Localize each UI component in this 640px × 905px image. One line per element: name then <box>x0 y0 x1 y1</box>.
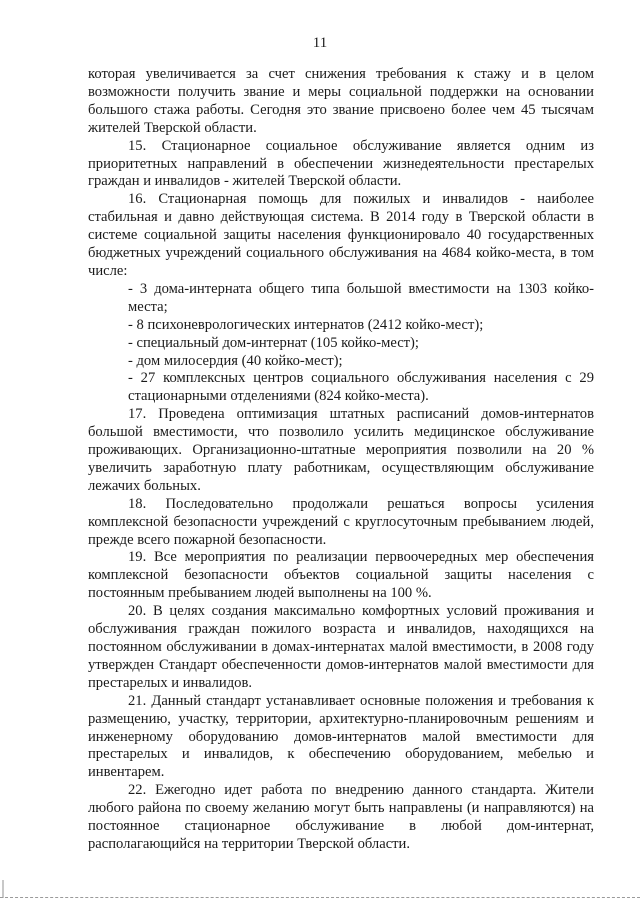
paragraph-continuation: которая увеличивается за счет снижения требования к стажу и в целом возможности получить звание и меры социальной поддержки на основании большого стажа работы. Сегодня это звание присвоено более чем 45 тысячам жителей Тверской области. <box>88 66 594 136</box>
document-body <box>88 66 594 854</box>
list-item-complex-centers: - 27 комплексных центров социального обслуживания населения с 29 стационарными отделениями (824 койко-места). <box>128 370 594 405</box>
paragraph-18: 18. Последовательно продолжали решаться вопросы усиления комплексной безопасности учреждений с круглосуточным пребыванием людей, прежде всего пожарной безопасности. <box>88 495 594 548</box>
paragraph-17: 17. Проведена оптимизация штатных расписаний домов-интернатов большой вместимости, что позволило усилить медицинское обслуживание проживающих. Организационно-штатные мероприятия позволили на 20 % увеличить заработную плату работникам, осуществляющим обслуживание лежачих больных. <box>88 406 594 494</box>
paragraph-15: 15. Стационарное социальное обслуживание является одним из приоритетных направлений в обеспечении жизнедеятельности престарелых граждан и инвалидов - жителей Тверской области. <box>88 137 594 190</box>
paragraph-16: 16. Стационарная помощь для пожилых и инвалидов - наиболее стабильная и давно действующая система. В 2014 году в Тверской области в системе социальной защиты населения функционировало 40 государственных бюджетных учреждений социального обслуживания на 4684 койко-места, в том числе: <box>88 191 594 279</box>
scan-bottom-edge <box>0 897 640 898</box>
paragraph-19: 19. Все мероприятия по реализации первоочередных мер обеспечения комплексной безопасности объектов социальной защиты населения с постоянным пребыванием людей выполнены на 100 %. <box>88 549 594 602</box>
paragraph-20: 20. В целях создания максимально комфортных условий проживания и обслуживания граждан пожилого возраста и инвалидов, находящихся на постоянном обслуживании в домах-интернатах малой вместимости, в 2008 году утвержден Стандарт обеспеченности домов-интернатов малой вместимости для престарелых и инвалидов. <box>88 603 594 691</box>
list-item-special-home: - специальный дом-интернат (105 койко-мест); <box>128 334 419 351</box>
list-item-psychoneurological: - 8 психоневрологических интернатов (2412 койко-мест); <box>128 316 484 333</box>
page-number: 11 <box>312 35 328 51</box>
paragraph-22: 22. Ежегодно идет работа по внедрению данного стандарта. Жители любого района по своему желанию могут быть направлены (и направляются) на постоянное стационарное обслуживание в любой дом-интернат, располагающийся на территории Тверской области. <box>88 782 594 852</box>
scan-edge-mark <box>2 880 4 898</box>
list-item-general-homes: - 3 дома-интерната общего типа большой вместимости на 1303 койко-места; <box>128 280 594 315</box>
list-item-mercy-home: - дом милосердия (40 койко-мест); <box>128 352 343 369</box>
paragraph-21: 21. Данный стандарт устанавливает основные положения и требования к размещению, участку, территории, архитектурно-планировочным решениям и инженерному оборудованию домов-интернатов малой вместимости для престарелых и инвалидов, к обеспечению оборудованием, мебелью и инвентарем. <box>88 692 594 781</box>
